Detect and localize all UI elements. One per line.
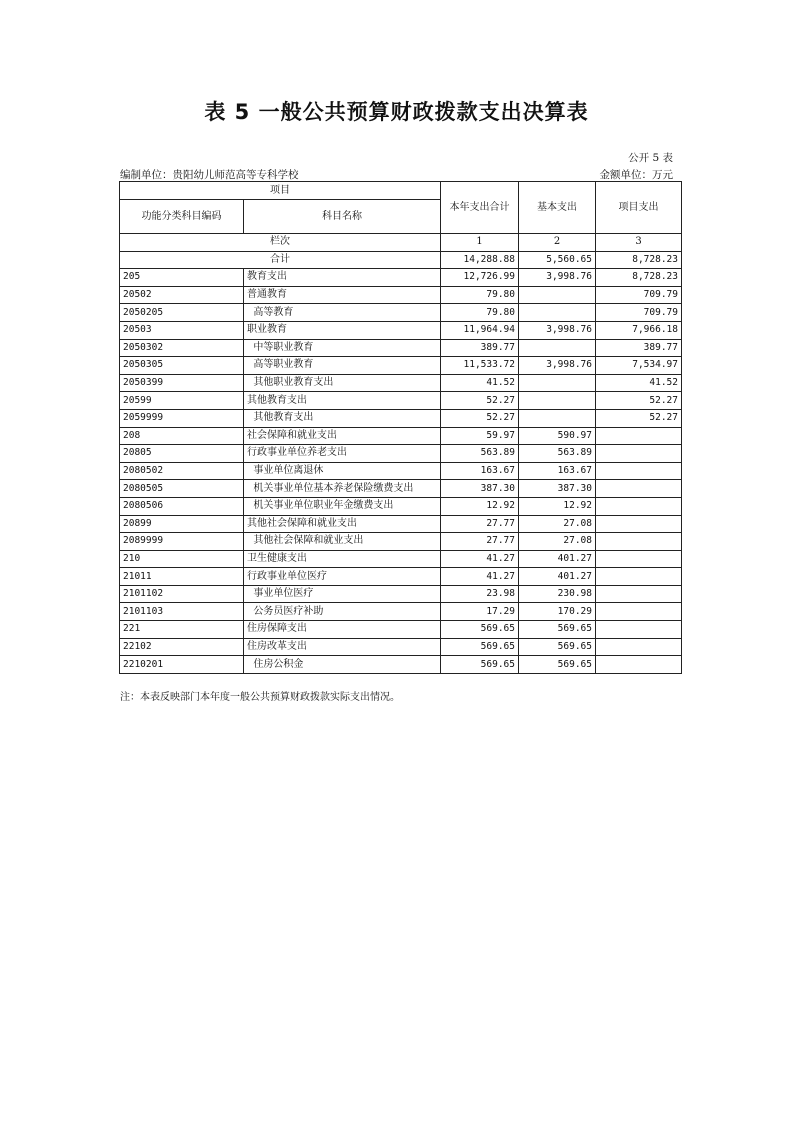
row-basic: 563.89 [519,445,596,463]
row-name: 机关事业单位职业年金缴费支出 [244,497,441,515]
row-code: 205 [120,269,244,287]
row-code: 2050399 [120,374,244,392]
table-row [120,497,682,515]
row-basic: 401.27 [519,550,596,568]
row-project: 41.52 [596,374,682,392]
total-row-basic: 5,560.65 [519,251,596,269]
row-name: 普通教育 [244,286,441,304]
row-code: 221 [120,621,244,639]
row-code: 2080505 [120,480,244,498]
table-row [120,445,682,463]
row-name: 中等职业教育 [244,339,441,357]
row-total: 387.30 [441,480,519,498]
row-name: 职业教育 [244,321,441,339]
row-code: 20503 [120,321,244,339]
row-project [596,638,682,656]
table-row [120,286,682,304]
row-code: 20805 [120,445,244,463]
row-basic: 163.67 [519,462,596,480]
form-number: 公开 5 表 [628,152,673,164]
row-total: 11,964.94 [441,321,519,339]
row-basic: 27.08 [519,533,596,551]
row-project: 52.27 [596,409,682,427]
table-row [120,603,682,621]
row-project: 52.27 [596,392,682,410]
row-total: 27.77 [441,515,519,533]
row-code: 208 [120,427,244,445]
row-project: 8,728.23 [596,269,682,287]
header-code: 功能分类科目编码 [120,200,244,234]
row-code: 2080502 [120,462,244,480]
row-basic: 230.98 [519,585,596,603]
table-row [120,515,682,533]
header-project-expense: 项目支出 [596,182,682,234]
footnote: 注：本表反映部门本年度一般公共预算财政拨款实际支出情况。 [120,692,400,703]
row-name: 住房改革支出 [244,638,441,656]
row-basic: 387.30 [519,480,596,498]
row-basic: 3,998.76 [519,321,596,339]
row-total: 52.27 [441,392,519,410]
row-name: 事业单位离退休 [244,462,441,480]
compiling-unit: 编制单位：贵阳幼儿师范高等专科学校 [120,169,299,181]
table-row [120,321,682,339]
row-name: 社会保障和就业支出 [244,427,441,445]
row-code: 2089999 [120,533,244,551]
row-basic: 590.97 [519,427,596,445]
row-basic [519,304,596,322]
row-total: 163.67 [441,462,519,480]
row-project: 709.79 [596,304,682,322]
row-total: 23.98 [441,585,519,603]
row-name: 住房公积金 [244,656,441,674]
row-total: 12,726.99 [441,269,519,287]
row-basic [519,409,596,427]
row-code: 210 [120,550,244,568]
table-row [120,462,682,480]
table-row [120,480,682,498]
row-total: 12.92 [441,497,519,515]
row-basic: 569.65 [519,638,596,656]
row-code: 2050305 [120,357,244,375]
row-basic [519,392,596,410]
row-name: 其他教育支出 [244,409,441,427]
row-basic: 27.08 [519,515,596,533]
row-total: 41.52 [441,374,519,392]
row-name: 其他教育支出 [244,392,441,410]
row-total: 41.27 [441,568,519,586]
row-total: 569.65 [441,638,519,656]
header-basic: 基本支出 [519,182,596,234]
row-basic: 401.27 [519,568,596,586]
row-project [596,585,682,603]
total-row-label: 合计 [120,251,441,269]
row-code: 2101103 [120,603,244,621]
row-name: 事业单位医疗 [244,585,441,603]
amount-unit: 金额单位：万元 [599,169,673,181]
row-total: 17.29 [441,603,519,621]
row-basic: 569.65 [519,656,596,674]
row-code: 2059999 [120,409,244,427]
row-total: 41.27 [441,550,519,568]
row-project [596,462,682,480]
row-name: 公务员医疗补助 [244,603,441,621]
row-total: 52.27 [441,409,519,427]
row-name: 其他社会保障和就业支出 [244,533,441,551]
row-total: 79.80 [441,286,519,304]
row-basic: 3,998.76 [519,357,596,375]
row-basic [519,374,596,392]
row-project: 7,534.97 [596,357,682,375]
row-project: 7,966.18 [596,321,682,339]
row-name: 其他职业教育支出 [244,374,441,392]
table-row [120,269,682,287]
row-project [596,497,682,515]
row-name: 高等职业教育 [244,357,441,375]
table-row [120,533,682,551]
row-code: 20502 [120,286,244,304]
row-name: 住房保障支出 [244,621,441,639]
row-project [596,568,682,586]
row-code: 2050205 [120,304,244,322]
header-name: 科目名称 [244,200,441,234]
row-basic [519,339,596,357]
page-title: 表 5 一般公共预算财政拨款支出决算表 [204,100,589,124]
table-row [120,656,682,674]
row-code: 22102 [120,638,244,656]
row-name: 卫生健康支出 [244,550,441,568]
row-basic: 3,998.76 [519,269,596,287]
table-row [120,585,682,603]
row-total: 569.65 [441,621,519,639]
table-row [120,427,682,445]
row-index-label: 栏次 [120,234,441,252]
row-index-2: 2 [519,234,596,252]
row-code: 2080506 [120,497,244,515]
header-total: 本年支出合计 [441,182,519,234]
row-index-1: 1 [441,234,519,252]
expenditure-table [119,181,682,674]
table-row [120,339,682,357]
row-project: 709.79 [596,286,682,304]
row-code: 20899 [120,515,244,533]
row-code: 2101102 [120,585,244,603]
row-basic: 170.29 [519,603,596,621]
table-row [120,568,682,586]
row-basic: 569.65 [519,621,596,639]
row-project [596,533,682,551]
row-name: 行政事业单位养老支出 [244,445,441,463]
row-name: 其他社会保障和就业支出 [244,515,441,533]
row-total: 389.77 [441,339,519,357]
row-total: 563.89 [441,445,519,463]
total-row-total: 14,288.88 [441,251,519,269]
row-name: 行政事业单位医疗 [244,568,441,586]
total-row-project: 8,728.23 [596,251,682,269]
row-total: 11,533.72 [441,357,519,375]
row-name: 高等教育 [244,304,441,322]
row-total: 79.80 [441,304,519,322]
row-name: 教育支出 [244,269,441,287]
table-row [120,374,682,392]
row-project [596,515,682,533]
row-project [596,656,682,674]
table-row [120,357,682,375]
table-row [120,392,682,410]
row-project [596,427,682,445]
row-name: 机关事业单位基本养老保险缴费支出 [244,480,441,498]
row-code: 2050302 [120,339,244,357]
row-total: 27.77 [441,533,519,551]
row-code: 21011 [120,568,244,586]
row-total: 59.97 [441,427,519,445]
row-total: 569.65 [441,656,519,674]
row-project: 389.77 [596,339,682,357]
row-index-3: 3 [596,234,682,252]
table-row [120,621,682,639]
table-row [120,638,682,656]
row-code: 2210201 [120,656,244,674]
table-row [120,304,682,322]
row-code: 20599 [120,392,244,410]
row-basic [519,286,596,304]
row-project [596,480,682,498]
row-project [596,445,682,463]
row-project [596,550,682,568]
row-project [596,603,682,621]
row-project [596,621,682,639]
table-row [120,550,682,568]
table-row [120,409,682,427]
header-project: 项目 [120,182,441,200]
row-basic: 12.92 [519,497,596,515]
